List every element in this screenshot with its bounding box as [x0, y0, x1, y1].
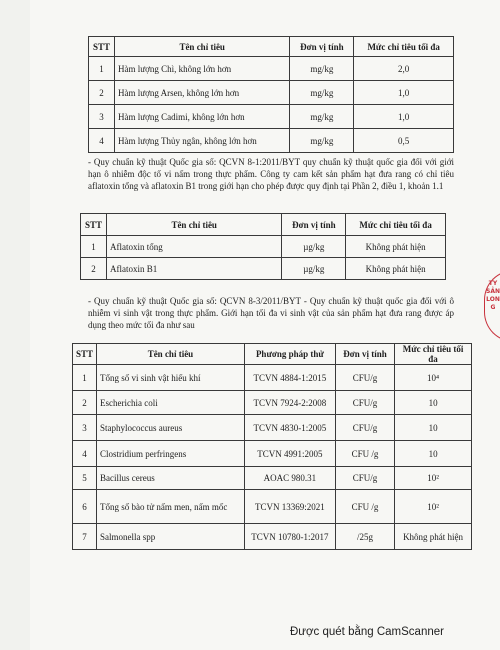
table-cell: Không phát hiện: [395, 524, 472, 550]
header-stt: STT: [81, 214, 107, 236]
table-cell: 10: [395, 391, 472, 415]
table-cell: TCVN 4830-1:2005: [244, 415, 335, 441]
table-cell: Tổng số vi sinh vật hiếu khí: [97, 365, 245, 391]
table-cell: mg/kg: [290, 129, 354, 153]
table-row: [89, 81, 454, 105]
table-cell: TCVN 4884-1:2015: [244, 365, 335, 391]
table-cell: Escherichia coli: [97, 391, 245, 415]
table-cell: 2: [89, 81, 115, 105]
table-row: [73, 391, 472, 415]
table-row: [73, 365, 472, 391]
table-row: [81, 258, 446, 280]
table-cell: 2: [81, 258, 107, 280]
table-cell: AOAC 980.31: [244, 467, 335, 490]
table-cell: CFU /g: [335, 441, 394, 467]
table-row: [89, 57, 454, 81]
aflatoxin-table: [80, 213, 446, 280]
table-cell: mg/kg: [290, 105, 354, 129]
table-cell: /25g: [335, 524, 394, 550]
table-cell: 2,0: [354, 57, 454, 81]
table-cell: CFU /g: [335, 490, 394, 524]
paragraph-qcvn-8-1: - Quy chuẩn kỹ thuật Quốc gia số: QCVN 8-1:2011/BYT quy chuẩn kỹ thuật quốc gia đối với giới hạn ô nhiễm độc tố vi nấm trong thực phẩm. Công ty cam kết sản phẩm hạt đưa rang có chỉ tiêu aflatoxin tổng và aflatoxin B1 trong giới hạn cho phép được quy định tại Phần 2, điều 1, khoản 1.1: [88, 157, 454, 191]
header-name: Tên chỉ tiêu: [106, 214, 281, 236]
table-cell: µg/kg: [282, 236, 346, 258]
table-header-row: [89, 37, 454, 57]
table-cell: mg/kg: [290, 81, 354, 105]
header-method: Phương pháp thử: [244, 344, 335, 365]
table-cell: 1: [89, 57, 115, 81]
table-cell: Bacillus cereus: [97, 467, 245, 490]
table-cell: Staphylococcus aureus: [97, 415, 245, 441]
table-cell: Hàm lượng Arsen, không lớn hơn: [114, 81, 289, 105]
table-cell: Hàm lượng Chì, không lớn hơn: [114, 57, 289, 81]
table-cell: 4: [73, 441, 97, 467]
table-cell: 7: [73, 524, 97, 550]
table-cell: CFU/g: [335, 467, 394, 490]
header-max: Mức chỉ tiêu tối đa: [346, 214, 446, 236]
table-cell: µg/kg: [282, 258, 346, 280]
scanner-watermark: Được quét bằng CamScanner: [290, 626, 444, 638]
table-cell: Aflatoxin tổng: [106, 236, 281, 258]
table-cell: Aflatoxin B1: [106, 258, 281, 280]
table-cell: 3: [73, 415, 97, 441]
table-cell: 10: [395, 415, 472, 441]
table-cell: 5: [73, 467, 97, 490]
header-stt: STT: [89, 37, 115, 57]
company-stamp: [484, 270, 500, 340]
table-cell: 1,0: [354, 105, 454, 129]
table-row: [73, 467, 472, 490]
header-name: Tên chỉ tiêu: [114, 37, 289, 57]
table-cell: Không phát hiện: [346, 236, 446, 258]
table-row: [89, 129, 454, 153]
table-cell: 2: [73, 391, 97, 415]
table-cell: Hàm lượng Cadimi, không lớn hơn: [114, 105, 289, 129]
table-cell: 10: [395, 441, 472, 467]
table-header-row: [73, 344, 472, 365]
table-cell: 10²: [395, 467, 472, 490]
stamp-text: TY SẢN LONG: [486, 280, 500, 311]
table-cell: Clostridium perfringens: [97, 441, 245, 467]
header-unit: Đơn vị tính: [282, 214, 346, 236]
table-cell: CFU/g: [335, 365, 394, 391]
table-cell: CFU/g: [335, 415, 394, 441]
table-cell: mg/kg: [290, 57, 354, 81]
table-row: [89, 105, 454, 129]
table-row: [73, 441, 472, 467]
table-row: [73, 524, 472, 550]
table-row: [73, 415, 472, 441]
table-header-row: [81, 214, 446, 236]
table-cell: 1: [73, 365, 97, 391]
table-row: [81, 236, 446, 258]
table-cell: Salmonella spp: [97, 524, 245, 550]
table-cell: 3: [89, 105, 115, 129]
header-unit: Đơn vị tính: [335, 344, 394, 365]
table-cell: 6: [73, 490, 97, 524]
header-max: Mức chỉ tiêu tối đa: [354, 37, 454, 57]
table-cell: 1: [81, 236, 107, 258]
header-unit: Đơn vị tính: [290, 37, 354, 57]
table-cell: TCVN 10780-1:2017: [244, 524, 335, 550]
microbiology-table: [72, 343, 472, 550]
table-row: [73, 490, 472, 524]
paragraph-qcvn-8-3: - Quy chuẩn kỹ thuật Quốc gia số: QCVN 8-3/2011/BYT - Quy chuẩn kỹ thuật quốc gia đối với ô nhiễm vi sinh vật trong thực phẩm. Giới hạn tối đa vi sinh vật của sản phẩm hạt đưa rang được áp dụng theo mức tối đa như sau: [88, 296, 454, 330]
table-cell: 0,5: [354, 129, 454, 153]
table-cell: TCVN 4991:2005: [244, 441, 335, 467]
header-max: Mức chỉ tiêu tối đa: [395, 344, 472, 365]
table-cell: 4: [89, 129, 115, 153]
table-cell: Tổng số bào tử nấm men, nấm mốc: [97, 490, 245, 524]
table-cell: CFU/g: [335, 391, 394, 415]
header-name: Tên chỉ tiêu: [97, 344, 245, 365]
heavy-metal-table: [88, 36, 454, 153]
table-cell: 10²: [395, 490, 472, 524]
table-cell: TCVN 13369:2021: [244, 490, 335, 524]
table-cell: Không phát hiện: [346, 258, 446, 280]
table-cell: 1,0: [354, 81, 454, 105]
table-cell: TCVN 7924-2:2008: [244, 391, 335, 415]
table-cell: 10⁴: [395, 365, 472, 391]
header-stt: STT: [73, 344, 97, 365]
table-cell: Hàm lượng Thủy ngân, không lớn hơn: [114, 129, 289, 153]
